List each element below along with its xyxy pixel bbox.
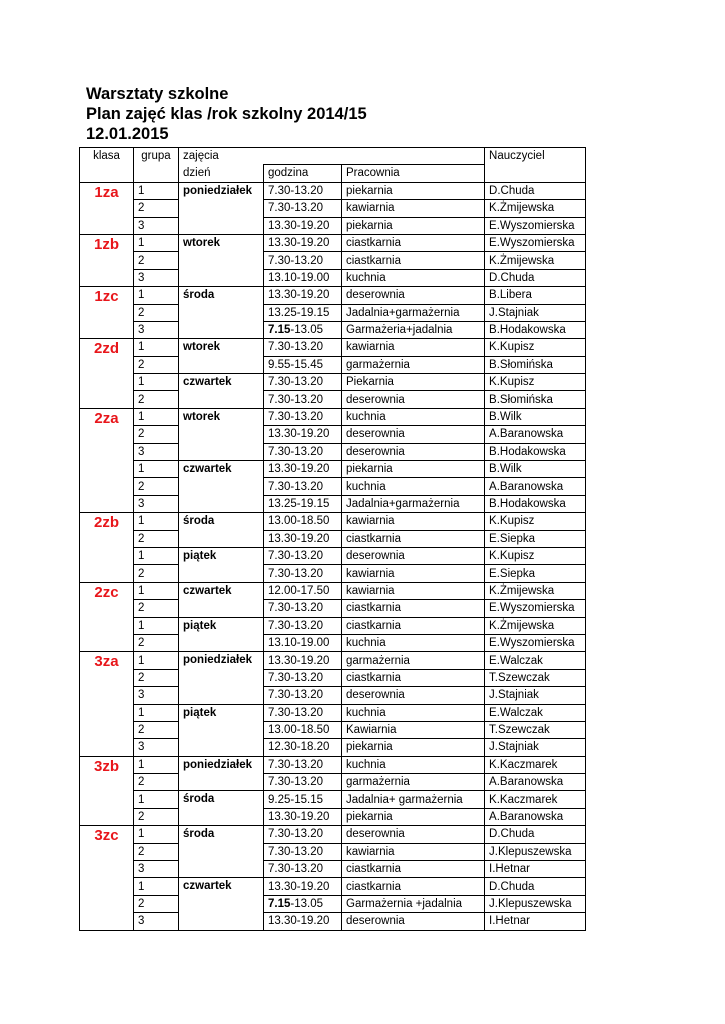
cell-godzina: 12.00-17.50 [264, 582, 342, 599]
cell-godzina: 13.30-19.20 [264, 287, 342, 304]
cell-pracownia: Garmażernia +jadalnia [342, 895, 485, 912]
cell-grupa: 3 [134, 443, 179, 460]
cell-grupa: 2 [134, 478, 179, 495]
cell-nauczyciel: A.Baranowska [485, 808, 586, 825]
table-row [80, 547, 586, 564]
cell-nauczyciel: E.Wyszomierska [485, 634, 586, 651]
table-row [80, 721, 586, 738]
cell-nauczyciel: T.Szewczak [485, 669, 586, 686]
table-row [80, 582, 586, 599]
cell-godzina: 7.30-13.20 [264, 443, 342, 460]
cell-godzina: 7.30-13.20 [264, 339, 342, 356]
table-row [80, 495, 586, 512]
cell-nauczyciel: K.Kaczmarek [485, 791, 586, 808]
cell-grupa: 2 [134, 774, 179, 791]
cell-dzien: poniedziałek [179, 756, 264, 791]
table-row [80, 669, 586, 686]
table-row [80, 617, 586, 634]
cell-grupa: 2 [134, 304, 179, 321]
cell-dzien: piątek [179, 617, 264, 652]
cell-dzien: wtorek [179, 408, 264, 460]
cell-pracownia: kuchnia [342, 634, 485, 651]
cell-pracownia: Jadalnia+garmażernia [342, 495, 485, 512]
cell-nauczyciel: J.Stajniak [485, 687, 586, 704]
cell-grupa: 2 [134, 895, 179, 912]
cell-godzina: 13.30-19.20 [264, 530, 342, 547]
table-row [80, 426, 586, 443]
title-line-2: Plan zajęć klas /rok szkolny 2014/15 [86, 105, 367, 123]
cell-dzien: piątek [179, 547, 264, 582]
cell-pracownia: deserownia [342, 913, 485, 930]
cell-godzina: 9.25-15.15 [264, 791, 342, 808]
table-row [80, 408, 586, 425]
table-row [80, 374, 586, 391]
cell-godzina: 13.10-19.00 [264, 634, 342, 651]
cell-pracownia: kuchnia [342, 408, 485, 425]
cell-grupa: 3 [134, 861, 179, 878]
cell-godzina: 7.30-13.20 [264, 617, 342, 634]
cell-grupa: 1 [134, 461, 179, 478]
cell-nauczyciel: B.Hodakowska [485, 443, 586, 460]
cell-dzien: wtorek [179, 339, 264, 374]
cell-godzina: 13.30-19.20 [264, 652, 342, 669]
cell-grupa: 3 [134, 739, 179, 756]
header-zajecia: zajęcia [179, 148, 485, 165]
table-row [80, 443, 586, 460]
cell-nauczyciel: E.Siepka [485, 565, 586, 582]
table-row [80, 634, 586, 651]
table-row [80, 513, 586, 530]
cell-nauczyciel: I.Hetnar [485, 913, 586, 930]
cell-nauczyciel: D.Chuda [485, 269, 586, 286]
cell-dzien: czwartek [179, 461, 264, 513]
godzina-bold-part: 7.15 [268, 324, 291, 337]
cell-nauczyciel: B.Słomińska [485, 356, 586, 373]
cell-nauczyciel: J.Stajniak [485, 739, 586, 756]
cell-pracownia: kuchnia [342, 478, 485, 495]
cell-grupa: 1 [134, 617, 179, 634]
cell-godzina: 7.30-13.20 [264, 391, 342, 408]
cell-klasa: 2zb [80, 513, 134, 583]
cell-pracownia: garmażernia [342, 774, 485, 791]
cell-grupa: 3 [134, 687, 179, 704]
header-row-1 [80, 148, 586, 165]
cell-pracownia: Jadalnia+ garmażernia [342, 791, 485, 808]
cell-godzina: 12.30-18.20 [264, 739, 342, 756]
table-row [80, 461, 586, 478]
cell-pracownia: Piekarnia [342, 374, 485, 391]
cell-pracownia: ciastkarnia [342, 861, 485, 878]
cell-pracownia: ciastkarnia [342, 669, 485, 686]
title-line-1: Warsztaty szkolne [86, 85, 229, 103]
cell-grupa: 2 [134, 530, 179, 547]
cell-grupa: 3 [134, 269, 179, 286]
cell-godzina: 7.30-13.20 [264, 861, 342, 878]
cell-nauczyciel: E.Wyszomierska [485, 217, 586, 234]
cell-pracownia: kawiarnia [342, 582, 485, 599]
cell-nauczyciel: B.Słomińska [485, 391, 586, 408]
cell-nauczyciel: D.Chuda [485, 878, 586, 895]
cell-grupa: 3 [134, 495, 179, 512]
cell-pracownia: ciastkarnia [342, 878, 485, 895]
cell-klasa: 3zc [80, 826, 134, 930]
cell-pracownia: piekarnia [342, 217, 485, 234]
header-grupa: grupa [134, 148, 179, 183]
table-row [80, 878, 586, 895]
cell-klasa: 1za [80, 182, 134, 234]
table-row [80, 808, 586, 825]
cell-nauczyciel: K.Żmijewska [485, 252, 586, 269]
cell-godzina: 7.30-13.20 [264, 182, 342, 199]
table-row [80, 356, 586, 373]
cell-grupa: 1 [134, 791, 179, 808]
table-row [80, 391, 586, 408]
table-row [80, 234, 586, 251]
table-row [80, 182, 586, 199]
cell-grupa: 1 [134, 182, 179, 199]
cell-nauczyciel: J.Klepuszewska [485, 843, 586, 860]
cell-godzina: 7.30-13.20 [264, 774, 342, 791]
cell-pracownia: kuchnia [342, 704, 485, 721]
table-row [80, 843, 586, 860]
cell-godzina [264, 321, 342, 338]
cell-grupa: 2 [134, 669, 179, 686]
cell-grupa: 2 [134, 252, 179, 269]
cell-pracownia: kawiarnia [342, 339, 485, 356]
cell-grupa: 1 [134, 704, 179, 721]
table-row [80, 252, 586, 269]
cell-godzina: 7.30-13.20 [264, 565, 342, 582]
cell-grupa: 1 [134, 374, 179, 391]
schedule-table [79, 147, 586, 931]
table-row [80, 217, 586, 234]
cell-godzina: 7.30-13.20 [264, 200, 342, 217]
cell-dzien: poniedziałek [179, 652, 264, 704]
table-row [80, 600, 586, 617]
cell-grupa: 3 [134, 321, 179, 338]
cell-nauczyciel: B.Wilk [485, 408, 586, 425]
table-row [80, 861, 586, 878]
table-row [80, 565, 586, 582]
cell-pracownia: piekarnia [342, 808, 485, 825]
cell-dzien: piątek [179, 704, 264, 756]
table-row [80, 478, 586, 495]
cell-klasa: 2za [80, 408, 134, 512]
cell-godzina: 7.30-13.20 [264, 374, 342, 391]
table-row [80, 739, 586, 756]
table-row [80, 913, 586, 930]
title-date: 12.01.2015 [86, 125, 169, 143]
table-row [80, 895, 586, 912]
cell-grupa: 1 [134, 513, 179, 530]
cell-pracownia: ciastkarnia [342, 600, 485, 617]
cell-pracownia: deserownia [342, 547, 485, 564]
cell-klasa: 2zc [80, 582, 134, 652]
cell-grupa: 2 [134, 426, 179, 443]
table-row [80, 704, 586, 721]
cell-dzien: czwartek [179, 582, 264, 617]
cell-nauczyciel: B.Wilk [485, 461, 586, 478]
cell-pracownia: deserownia [342, 687, 485, 704]
cell-godzina: 7.30-13.20 [264, 547, 342, 564]
cell-nauczyciel: T.Szewczak [485, 721, 586, 738]
cell-godzina: 13.00-18.50 [264, 721, 342, 738]
cell-grupa: 2 [134, 200, 179, 217]
cell-pracownia: deserownia [342, 287, 485, 304]
header-godzina: godzina [264, 165, 342, 182]
cell-dzien: wtorek [179, 234, 264, 286]
header-dzien: dzień [179, 165, 264, 182]
cell-nauczyciel: K.Żmijewska [485, 582, 586, 599]
cell-godzina: 13.30-19.20 [264, 234, 342, 251]
cell-klasa: 1zc [80, 287, 134, 339]
cell-klasa: 1zb [80, 234, 134, 286]
cell-godzina: 9.55-15.45 [264, 356, 342, 373]
cell-dzien: poniedziałek [179, 182, 264, 234]
cell-pracownia: kawiarnia [342, 843, 485, 860]
cell-pracownia: piekarnia [342, 182, 485, 199]
cell-nauczyciel: E.Wyszomierska [485, 600, 586, 617]
cell-nauczyciel: I.Hetnar [485, 861, 586, 878]
cell-nauczyciel: B.Hodakowska [485, 321, 586, 338]
table-row [80, 652, 586, 669]
cell-godzina: 13.30-19.20 [264, 878, 342, 895]
table-row [80, 791, 586, 808]
cell-pracownia: kuchnia [342, 269, 485, 286]
cell-grupa: 1 [134, 878, 179, 895]
cell-godzina: 13.25-19.15 [264, 495, 342, 512]
cell-pracownia: kuchnia [342, 756, 485, 773]
cell-nauczyciel: B.Hodakowska [485, 495, 586, 512]
cell-dzien: środa [179, 791, 264, 826]
cell-godzina: 13.00-18.50 [264, 513, 342, 530]
cell-godzina: 7.30-13.20 [264, 843, 342, 860]
cell-godzina: 13.10-19.00 [264, 269, 342, 286]
cell-pracownia: deserownia [342, 426, 485, 443]
cell-nauczyciel: J.Klepuszewska [485, 895, 586, 912]
cell-grupa: 2 [134, 565, 179, 582]
cell-nauczyciel: E.Walczak [485, 652, 586, 669]
table-row [80, 200, 586, 217]
cell-grupa: 3 [134, 913, 179, 930]
table-row [80, 287, 586, 304]
godzina-rest-part: -13.05 [290, 324, 323, 337]
cell-grupa: 1 [134, 408, 179, 425]
cell-klasa: 3za [80, 652, 134, 756]
cell-pracownia: piekarnia [342, 739, 485, 756]
table-row [80, 339, 586, 356]
cell-godzina: 13.30-19.20 [264, 461, 342, 478]
table-row [80, 774, 586, 791]
cell-dzien: czwartek [179, 374, 264, 409]
cell-pracownia: garmażernia [342, 356, 485, 373]
schedule-body [80, 182, 586, 930]
cell-godzina: 7.30-13.20 [264, 408, 342, 425]
cell-pracownia: kawiarnia [342, 513, 485, 530]
cell-nauczyciel: K.Kupisz [485, 513, 586, 530]
cell-godzina: 7.30-13.20 [264, 252, 342, 269]
cell-godzina: 13.30-19.20 [264, 913, 342, 930]
cell-grupa: 2 [134, 600, 179, 617]
header-pracownia: Pracownia [342, 165, 485, 182]
cell-nauczyciel: K.Żmijewska [485, 617, 586, 634]
cell-grupa: 1 [134, 234, 179, 251]
header-nauczyciel: Nauczyciel [485, 148, 586, 183]
cell-pracownia: Kawiarnia [342, 721, 485, 738]
cell-grupa: 2 [134, 391, 179, 408]
cell-godzina: 13.30-19.20 [264, 217, 342, 234]
cell-dzien: czwartek [179, 878, 264, 930]
cell-godzina: 13.30-19.20 [264, 808, 342, 825]
cell-pracownia: deserownia [342, 443, 485, 460]
cell-pracownia: garmażernia [342, 652, 485, 669]
cell-pracownia: Jadalnia+garmażernia [342, 304, 485, 321]
cell-nauczyciel: A.Baranowska [485, 478, 586, 495]
cell-grupa: 2 [134, 356, 179, 373]
cell-pracownia: piekarnia [342, 461, 485, 478]
cell-grupa: 1 [134, 652, 179, 669]
header-klasa: klasa [80, 148, 134, 183]
cell-godzina: 7.30-13.20 [264, 478, 342, 495]
cell-pracownia: ciastkarnia [342, 234, 485, 251]
cell-godzina: 7.30-13.20 [264, 704, 342, 721]
cell-pracownia: deserownia [342, 826, 485, 843]
godzina-bold-part: 7.15 [268, 897, 291, 910]
cell-grupa: 1 [134, 826, 179, 843]
table-row [80, 321, 586, 338]
cell-godzina: 7.30-13.20 [264, 756, 342, 773]
cell-godzina: 13.25-19.15 [264, 304, 342, 321]
cell-godzina: 7.30-13.20 [264, 669, 342, 686]
cell-pracownia: deserownia [342, 391, 485, 408]
page-title [86, 84, 367, 144]
table-row [80, 826, 586, 843]
cell-nauczyciel: K.Kupisz [485, 374, 586, 391]
cell-grupa: 1 [134, 547, 179, 564]
cell-nauczyciel: J.Stajniak [485, 304, 586, 321]
godzina-rest-part: -13.05 [290, 897, 323, 910]
cell-grupa: 2 [134, 808, 179, 825]
table-row [80, 304, 586, 321]
cell-godzina: 7.30-13.20 [264, 687, 342, 704]
cell-nauczyciel: A.Baranowska [485, 426, 586, 443]
cell-grupa: 3 [134, 217, 179, 234]
cell-grupa: 1 [134, 582, 179, 599]
cell-godzina [264, 895, 342, 912]
cell-dzien: środa [179, 513, 264, 548]
cell-godzina: 7.30-13.20 [264, 600, 342, 617]
cell-klasa: 2zd [80, 339, 134, 409]
cell-dzien: środa [179, 287, 264, 339]
table-row [80, 687, 586, 704]
cell-grupa: 2 [134, 721, 179, 738]
cell-pracownia: ciastkarnia [342, 617, 485, 634]
cell-pracownia: kawiarnia [342, 565, 485, 582]
cell-nauczyciel: K.Kaczmarek [485, 756, 586, 773]
table-row [80, 756, 586, 773]
cell-pracownia: ciastkarnia [342, 530, 485, 547]
cell-grupa: 1 [134, 756, 179, 773]
cell-nauczyciel: K.Żmijewska [485, 200, 586, 217]
cell-nauczyciel: K.Kupisz [485, 339, 586, 356]
cell-pracownia: Garmażeria+jadalnia [342, 321, 485, 338]
cell-nauczyciel: E.Siepka [485, 530, 586, 547]
table-row [80, 269, 586, 286]
cell-grupa: 2 [134, 634, 179, 651]
cell-nauczyciel: D.Chuda [485, 826, 586, 843]
cell-godzina: 13.30-19.20 [264, 426, 342, 443]
cell-dzien: środa [179, 826, 264, 878]
cell-nauczyciel: E.Wyszomierska [485, 234, 586, 251]
cell-klasa: 3zb [80, 756, 134, 826]
cell-nauczyciel: E.Walczak [485, 704, 586, 721]
cell-pracownia: kawiarnia [342, 200, 485, 217]
cell-grupa: 1 [134, 339, 179, 356]
cell-grupa: 1 [134, 287, 179, 304]
cell-grupa: 2 [134, 843, 179, 860]
cell-nauczyciel: B.Libera [485, 287, 586, 304]
cell-nauczyciel: A.Baranowska [485, 774, 586, 791]
table-row [80, 530, 586, 547]
cell-nauczyciel: D.Chuda [485, 182, 586, 199]
cell-nauczyciel: K.Kupisz [485, 547, 586, 564]
cell-pracownia: ciastkarnia [342, 252, 485, 269]
cell-godzina: 7.30-13.20 [264, 826, 342, 843]
